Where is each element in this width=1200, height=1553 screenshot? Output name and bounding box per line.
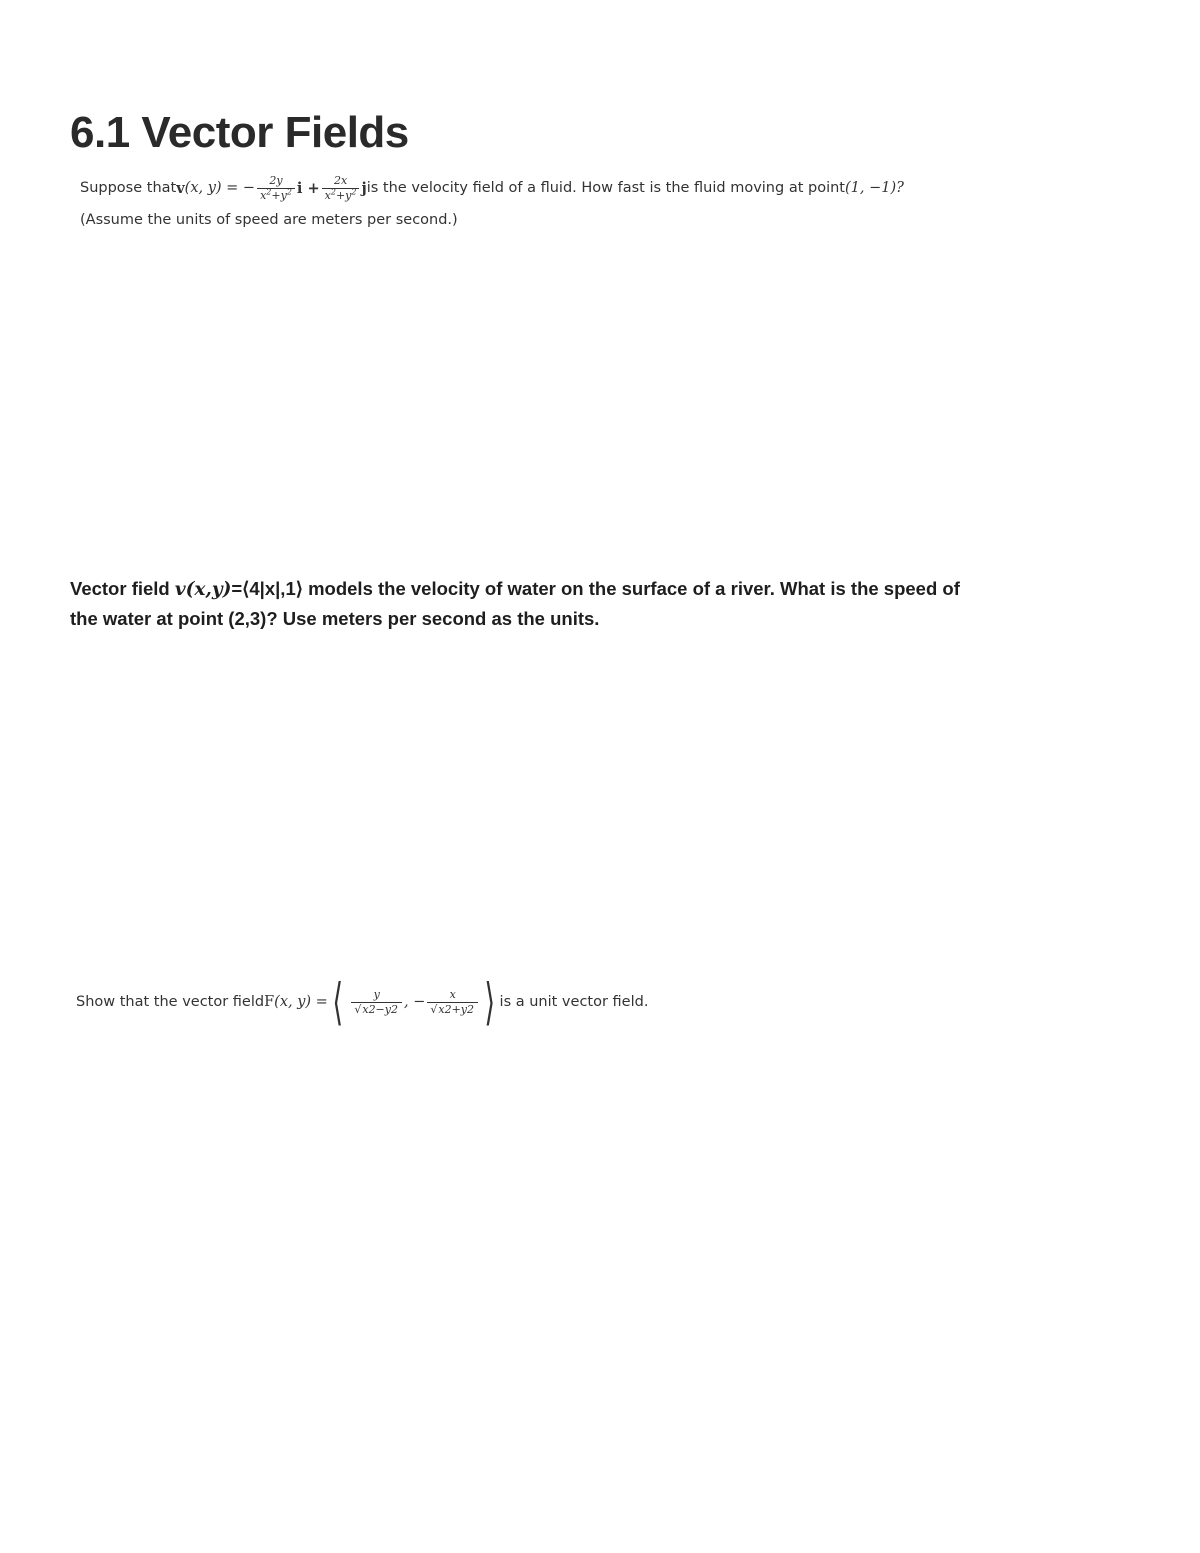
q1-fraction-2	[322, 174, 360, 203]
q1-vector-symbol: v	[176, 179, 185, 197]
q1-frac2-numerator: 2x	[333, 173, 348, 187]
q2-rest-line-1: =⟨4|x|,1⟩ models the velocity of water on the surface of a river. What is the speed of	[231, 578, 960, 599]
q1-i-term: i +	[296, 179, 320, 197]
q3-frac1-numerator: y	[373, 987, 380, 1001]
q2-line-2: the water at point (2,3)? Use meters per second as the units.	[70, 608, 600, 629]
q3-field-symbol: F	[264, 994, 275, 1010]
q1-frac1-numerator: 2y	[269, 173, 283, 187]
q3-suffix: is a unit vector field.	[499, 994, 649, 1010]
q3-separator: , −	[404, 994, 426, 1010]
page-title: 6.1 Vector Fields	[70, 108, 409, 157]
q3-frac2-denominator: √x2+y2	[427, 1002, 478, 1017]
question-1-line-2: (Assume the units of speed are meters per second.)	[80, 212, 458, 228]
q1-args: (x, y) = −	[184, 180, 256, 196]
q1-frac1-denominator: $x^2+y^2$	[257, 188, 295, 203]
q1-frac2-denominator: $x^2+y^2$	[322, 188, 360, 203]
q1-j-term: j	[361, 179, 367, 197]
question-3	[76, 974, 648, 1030]
q3-fraction-1	[351, 988, 402, 1017]
q3-prefix: Show that the vector field	[76, 994, 265, 1010]
question-2	[70, 574, 1070, 633]
q1-point: (1, −1)?	[844, 180, 904, 196]
q1-fraction-1	[257, 174, 295, 203]
q3-args: (x, y) =	[274, 994, 328, 1010]
q1-suffix: is the velocity field of a fluid. How fast is the fluid moving at point	[366, 180, 845, 196]
q3-open-bracket: ⟨	[332, 973, 343, 1031]
q2-lead: Vector field	[70, 578, 175, 599]
q3-frac2-numerator: x	[449, 987, 456, 1001]
q3-fraction-2	[427, 988, 478, 1017]
q3-close-bracket: ⟩	[484, 973, 496, 1031]
q1-prefix: Suppose that	[80, 180, 177, 196]
question-1	[80, 168, 904, 228]
question-1-line-1	[80, 168, 904, 208]
q2-vector-field: v(x,y)	[174, 579, 232, 600]
q3-frac1-denominator: √x2−y2	[351, 1002, 402, 1017]
